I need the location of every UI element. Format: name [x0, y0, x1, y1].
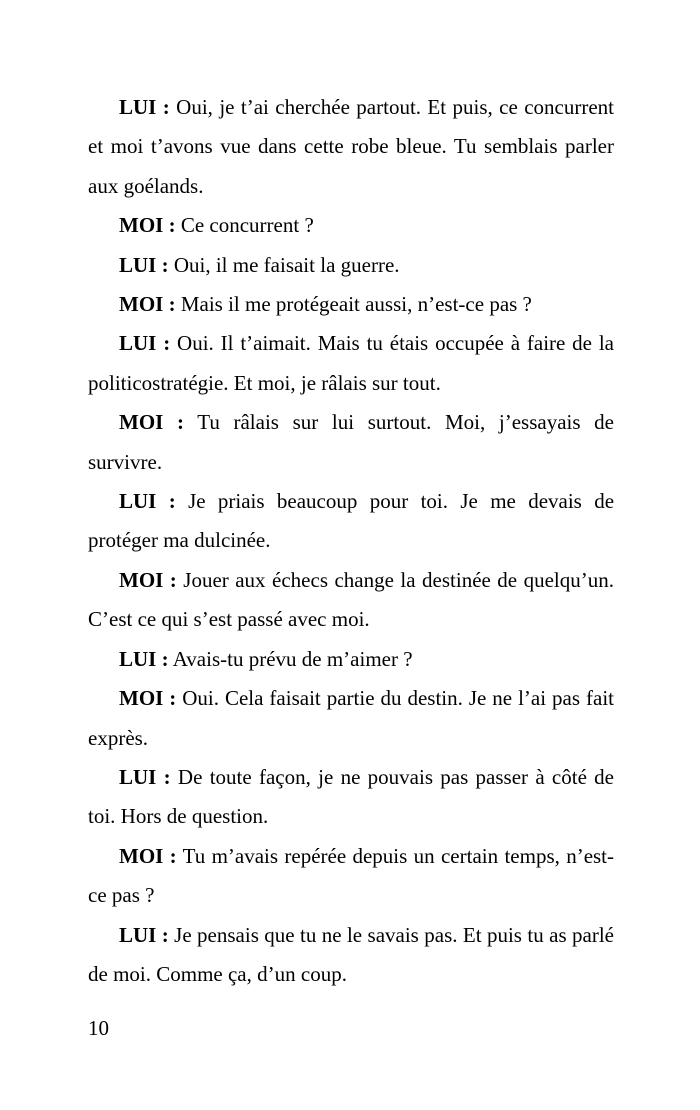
speaker-label: MOI : [119, 213, 176, 238]
dialogue-line [88, 758, 614, 837]
line-text: Mais il me protégeait aussi, n’est-ce pas ? [180, 292, 532, 317]
dialogue-line [88, 246, 614, 285]
dialogue-line [88, 324, 614, 403]
line-text: Jouer aux échecs change la destinée de quelqu’un. C’est ce qui s’est passé avec moi. [88, 567, 615, 632]
line-text: Avais-tu prévu de m’aimer ? [172, 646, 413, 671]
speaker-label: LUI : [119, 331, 171, 356]
dialogue-line [88, 482, 614, 561]
dialogue-line [88, 837, 614, 916]
dialogue-body [88, 88, 614, 994]
line-text: Tu râlais sur lui surtout. Moi, j’essayais de survivre. [88, 410, 614, 474]
speaker-label: MOI : [119, 843, 177, 868]
speaker-label: LUI : [119, 922, 169, 947]
dialogue-line [88, 679, 614, 758]
line-text: Je priais beaucoup pour toi. Je me devais de protéger ma dulcinée. [88, 489, 615, 553]
line-text: De toute façon, je ne pouvais pas passer à côté de toi. Hors de question. [88, 764, 615, 829]
line-text: Oui. Cela faisait partie du destin. Je ne l’ai pas fait exprès. [88, 686, 614, 750]
dialogue-line [88, 88, 614, 206]
line-text: Ce concurrent ? [180, 213, 314, 238]
dialogue-line [88, 403, 614, 482]
speaker-label: LUI : [119, 489, 176, 514]
line-text: Tu m’avais repérée depuis un certain temps, n’est-ce pas ? [88, 843, 615, 908]
line-text: Oui. Il t’aimait. Mais tu étais occupée à faire de la politicostratégie. Et moi, je râlais sur tout. [88, 331, 615, 395]
line-text: Oui, je t’ai cherchée partout. Et puis, ce concurrent et moi t’avons vue dans cette robe bleue. Tu semblais parler aux goélands. [88, 95, 615, 198]
line-text: Je pensais que tu ne le savais pas. Et puis tu as parlé de moi. Comme ça, d’un coup. [88, 922, 614, 986]
page-number: 10 [88, 1016, 109, 1040]
dialogue-line [88, 285, 614, 324]
dialogue-line [88, 640, 614, 679]
speaker-label: LUI : [119, 95, 170, 119]
dialogue-line [88, 561, 614, 640]
line-text: Oui, il me faisait la guerre. [173, 252, 400, 277]
speaker-label: LUI : [119, 252, 169, 277]
speaker-label: LUI : [119, 646, 169, 671]
speaker-label: MOI : [119, 567, 177, 592]
dialogue-line [88, 916, 614, 995]
speaker-label: MOI : [119, 686, 177, 711]
speaker-label: MOI : [119, 292, 176, 317]
speaker-label: MOI : [119, 410, 184, 435]
dialogue-line [88, 206, 614, 245]
speaker-label: LUI : [119, 764, 171, 789]
